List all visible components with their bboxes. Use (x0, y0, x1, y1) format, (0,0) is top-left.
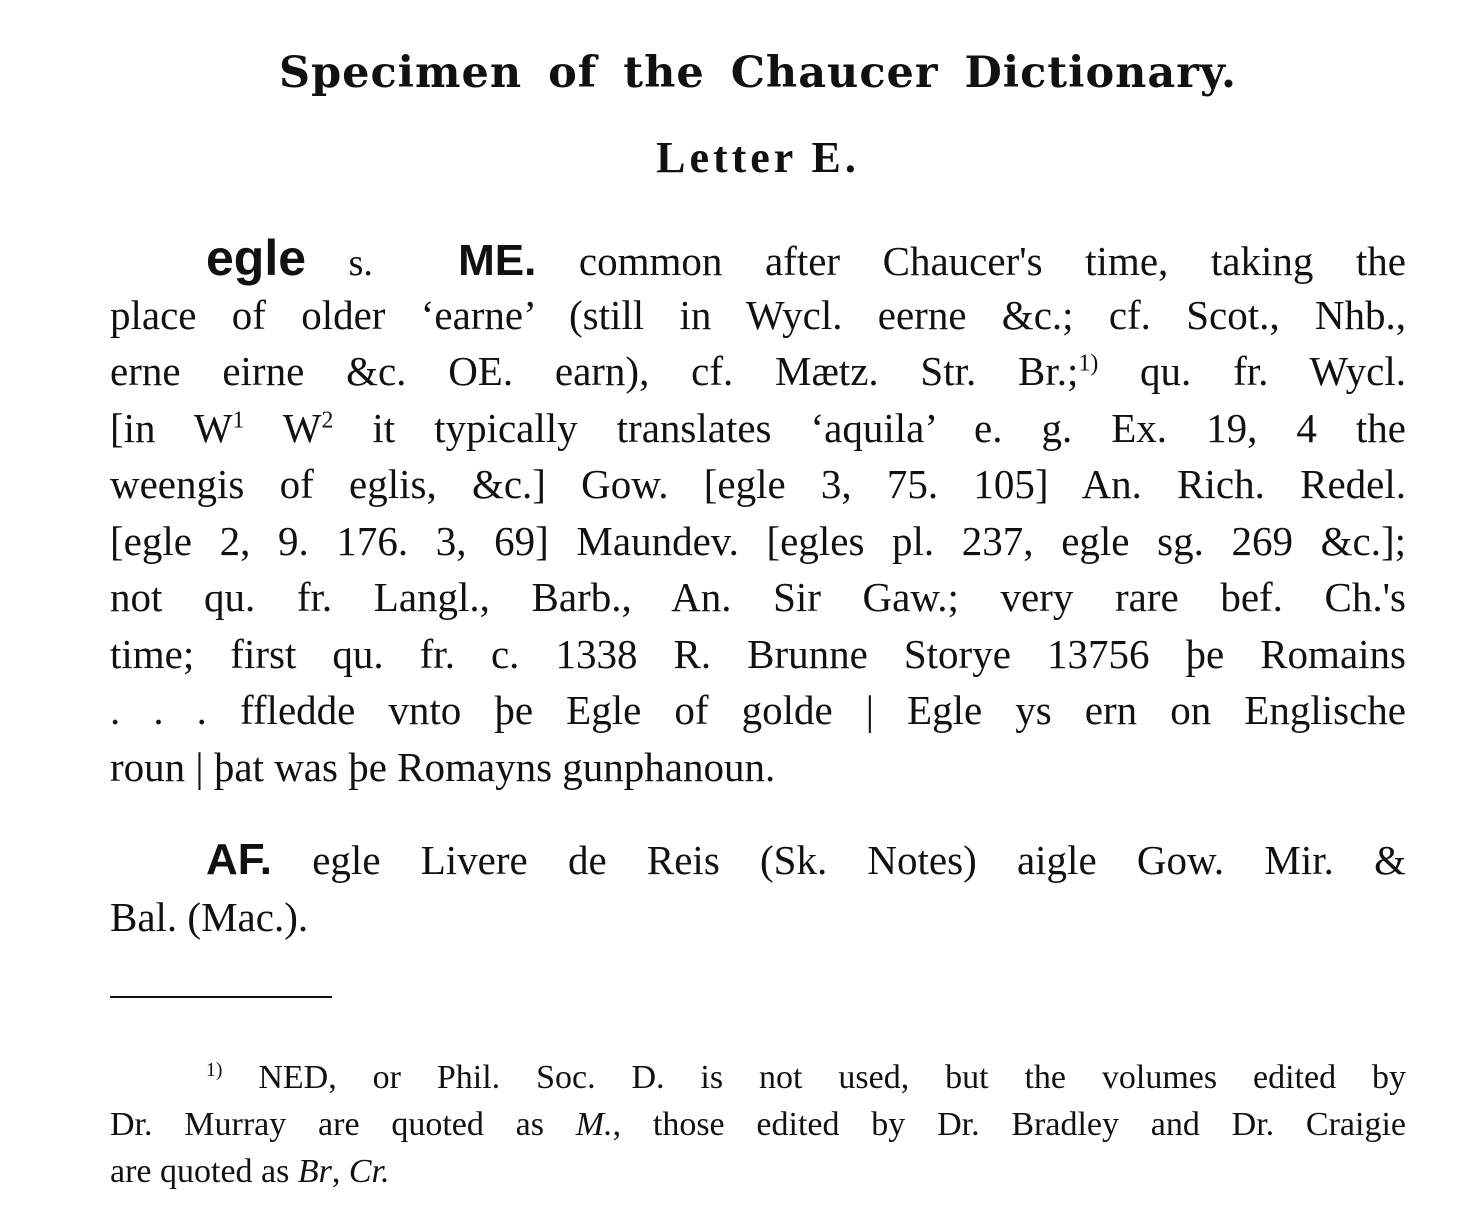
part-of-speech: s. (348, 242, 373, 284)
entry-line-6: [egle 2, 9. 176. 3, 69] Maundev. [egles pl. 237, egle sg. 269 &c.]; (110, 517, 1406, 564)
dictionary-page (110, 0, 1406, 1232)
abbrev-murray: M. (575, 1106, 613, 1143)
abbrev-bradley: Br (297, 1153, 332, 1190)
af-line-1 (110, 832, 1406, 889)
entry-line-5: weengis of eglis, &c.] Gow. [egle 3, 75. 105] An. Rich. Redel. (110, 461, 1406, 507)
entry-text: W (282, 404, 322, 451)
superscript-number: 2 (321, 407, 334, 434)
footnote-line-2 (110, 1101, 1406, 1148)
entry-text: [in W (110, 404, 233, 451)
entry-line-10: roun | þat was þe Romayns gunphanoun. (110, 743, 776, 790)
entry-text: egle Livere de Reis (Sk. Notes) aigle Gow. Mir. & (312, 837, 1407, 883)
entry-line-9: . . . ffledde vnto þe Egle of golde | Egle ys ern on Englische (110, 687, 1406, 733)
footnote-text: , (331, 1153, 341, 1190)
entry-line-3 (110, 343, 1406, 400)
entry-text: erne eirne &c. OE. earn), cf. Mætz. Str. Br.; (110, 348, 1079, 394)
entry-text: common after Chaucer's time, taking the (578, 238, 1406, 284)
footnote-reference: 1) (1078, 350, 1099, 377)
abbrev-craigie: Cr. (348, 1153, 390, 1190)
letter-heading: Letter E. (656, 133, 860, 182)
page-title: Specimen of the Chaucer Dictionary. (279, 48, 1237, 98)
footnote-text: , those edited by Dr. Bradley and Dr. Craigie (612, 1106, 1406, 1143)
footnote-line-1 (110, 1054, 1406, 1101)
entry-me-paragraph (110, 230, 1406, 795)
language-label-af: AF. (206, 835, 272, 884)
entry-line-7: not qu. fr. Langl., Barb., An. Sir Gaw.; very rare bef. Ch.'s (110, 574, 1406, 620)
footnote-text: NED, or Phil. Soc. D. is not used, but the volumes edited by (258, 1059, 1407, 1096)
entry-line-1 (110, 230, 1406, 287)
footnote-text: Dr. Murray are quoted as (110, 1106, 544, 1143)
af-line-2: Bal. (Mac.). (110, 893, 309, 940)
entry-line-4 (110, 400, 1406, 457)
footnote (110, 1054, 1406, 1195)
entry-text: qu. fr. Wycl. (1140, 348, 1406, 394)
footnote-line-3 (110, 1148, 1406, 1195)
entry-line-2: place of older ‘earne’ (still in Wycl. eerne &c.; cf. Scot., Nhb., (110, 291, 1406, 338)
footnote-marker: 1) (206, 1059, 223, 1082)
entry-line-8: time; first qu. fr. c. 1338 R. Brunne Storye 13756 þe Romains (110, 630, 1406, 677)
headword: egle (206, 230, 307, 286)
footnote-text: are quoted as (110, 1153, 290, 1190)
language-label-me: ME. (458, 236, 537, 285)
entry-af-paragraph (110, 832, 1406, 945)
footnote-separator (110, 996, 332, 998)
superscript-number: 1 (232, 407, 245, 434)
entry-text: it typically translates ‘aquila’ e. g. Ex. 19, 4 the (372, 404, 1406, 451)
